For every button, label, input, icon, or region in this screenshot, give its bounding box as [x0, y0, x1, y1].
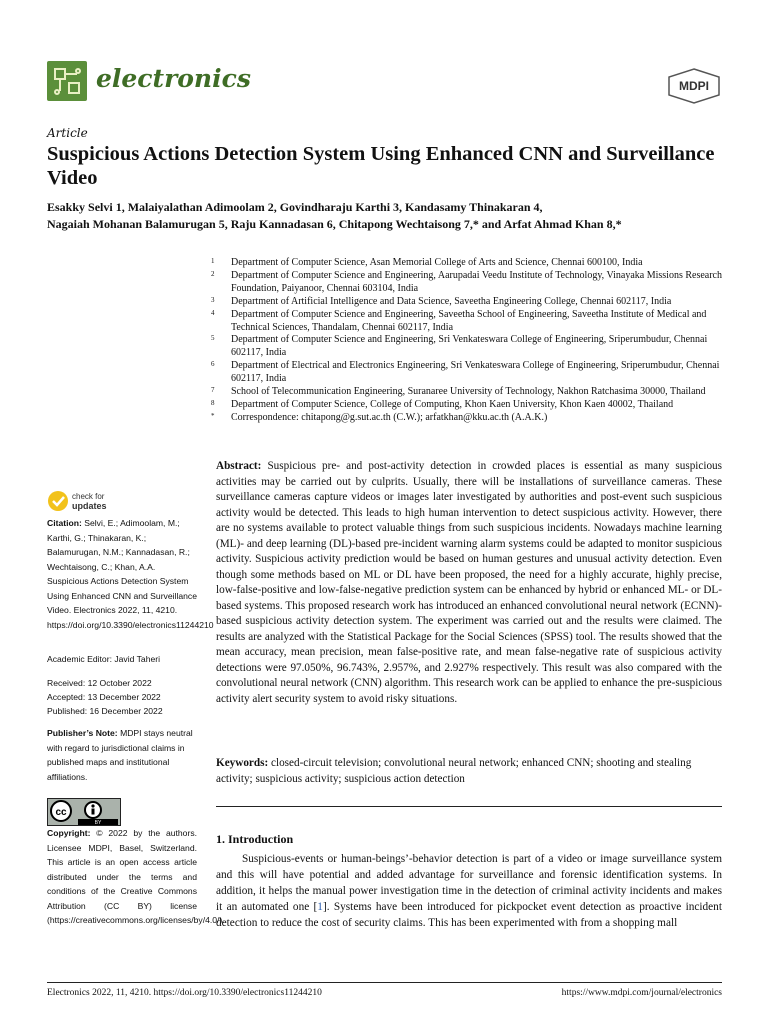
publisher-logo — [667, 68, 721, 104]
svg-text:BY: BY — [94, 820, 102, 825]
footer-citation: Electronics 2022, 11, 4210. https://doi.org/10.3390/electronics11244210 — [47, 988, 322, 998]
article-type: Article — [47, 126, 88, 140]
keywords: Keywords: closed-circuit television; convolutional neural network; enhanced CNN; shooting and stealing activity; suspicious activity; suspicious action detection — [216, 757, 692, 785]
intro-paragraph: Suspicious-events or human-beings’-behavior detection is part of a video or image surveillance system and this will have potential and added advantage for surveillance and forensic identification systems. In addition, it helps the manual power investigation time in the detection of criminal activity incidents and makes it an automated one [1]. Systems have been introduced for pickpocket event detection as proactive incident detection to reduce the cost of security claims. This has been experimented with from a shopping mall — [216, 853, 722, 929]
publishers-note: Publisher’s Note: MDPI stays neutral with regard to jurisdictional claims in published maps and institutional affiliations. — [47, 728, 193, 782]
published-date: Published: 16 December 2022 — [47, 706, 163, 716]
correspondence: * Correspondence: chitapong@g.sut.ac.th (C.W.); arfatkhan@kku.ac.th (A.A.K.) — [211, 411, 548, 423]
affiliation-item: 4 Department of Computer Science and Engineering, Saveetha School of Engineering, Saveetha Institute of Medical and Technical Sciences, Thandalam, Chennai 602117, India — [211, 308, 707, 333]
accepted-date: Accepted: 13 December 2022 — [47, 692, 161, 702]
copyright: Copyright: © 2022 by the authors. Licensee MDPI, Basel, Switzerland. This article is an open access article distributed under the terms and conditions of the Creative Commons Attribution (CC BY) license (https://creativecommons.org/licenses/by/4.0/). — [47, 828, 225, 925]
affiliation-item: 7 School of Telecommunication Engineering, Suranaree University of Technology, Nakhon Ratchasima 30000, Thailand — [211, 386, 706, 398]
affiliation-item: 2 Department of Computer Science and Engineering, Aarupadai Veedu Institute of Technology, Vinayaka Missions Research Foundation, Paiyanoor, Chennai 603104, India — [211, 269, 722, 294]
footer-divider — [47, 982, 722, 983]
svg-text:check for: check for — [72, 492, 105, 501]
publisher-name: MDPI — [679, 79, 709, 93]
authors-line-2: Nagaiah Mohanan Balamurugan 5, Raju Kannadasan 6, Chitapong Wechtaisong 7,* and Arfat Ahmad Khan 8,* — [47, 217, 622, 231]
page-title: Suspicious Actions Detection System Using Enhanced CNN and Surveillance Video — [47, 143, 715, 189]
affiliation-item: 3 Department of Artificial Intelligence and Data Science, Saveetha Engineering College, Chennai 602117, India — [211, 295, 672, 307]
citation: Citation: Selvi, E.; Adimoolam, M.; Karthi, G.; Thinakaran, K.; Balamurugan, N.M.; Kannadasan, R.; Wechtaisong, C.; Khan, A.A. Suspicious Actions Detection System Using Enhanced CNN and Surveillance Video. Electronics 2022, 11, 4210. https://doi.org/10.3390/electronics11244210 — [47, 518, 214, 630]
authors-line-1: Esakky Selvi 1, Malaiyalathan Adimoolam 2, Govindharaju Karthi 3, Kandasamy Thinakaran 4, — [47, 200, 543, 214]
svg-text:updates: updates — [72, 501, 107, 511]
divider — [216, 806, 722, 807]
affiliation-item: 8 Department of Computer Science, College of Computing, Khon Kaen University, Khon Kaen 40002, Thailand — [211, 398, 674, 410]
affiliations — [211, 257, 727, 425]
section-heading: 1. Introduction — [216, 832, 294, 846]
reference-link[interactable]: 1 — [317, 901, 323, 913]
journal-logo — [47, 61, 87, 101]
affiliation-item: 1 Department of Computer Science, Asan Memorial College of Arts and Science, Chennai 600100, India — [211, 257, 643, 268]
abstract: Abstract: Suspicious pre- and post-activity detection in crowded places is essential as many suspicious activities may be carried out by culprits. Usually, there will be installations of surveillance cameras. These surveillance cameras capture videos or images later investigated by authorities and post-event such suspicious activity would be detected. This leads to high human intervention to detect suspicious activity. However, there are no systems available to protect valuable things from such suspicious incidents. Nowadays machine learning (ML)- and deep learning (DL)-based pre-incident warning alarm systems could be adapted to monitor suspicious activity. Suspicious activity prediction would be based on human gestures and unusual activity detection. Even though some methods based on ML or DL have been proposed, the need for a highly accurate, highly precise, low-false-positive and low-false-negative prediction system can be enhanced by hybrid or enhanced ML- or DL-based systems. This proposed research work has introduced an enhanced convolutional neural network (ECNN)-based suspicious activity detection system. The experiment was carried out and the results were claimed. The results are analyzed with the Statistical Package for the Social Sciences (SPSS) tool. The results showed that the mean accuracy, mean precision, mean false-positive rate, and mean false-negative rate of suspicious activity detections were 97.050%, 96.743%, 2.957%, and 2.927% respectively. This result was also compared with the convolutional neural network (CNN) algorithm. This research work can be applied to enhance the pre-suspicious activity alert security system to avoid risky situations. — [216, 460, 723, 705]
journal-name: electronics — [96, 64, 251, 93]
footer-journal-url[interactable]: https://www.mdpi.com/journal/electronics — [561, 988, 722, 998]
affiliation-item: 5 Department of Computer Science and Engineering, Sri Venkateswara College of Engineering, Sriperumbudur, Chennai 602117, India — [211, 334, 708, 359]
affiliation-item: 6 Department of Electrical and Electronics Engineering, Sri Venkateswara College of Engineering, Sriperumbudur, Chennai 602117, India — [211, 360, 720, 385]
cc-by-license-badge[interactable] — [47, 798, 121, 826]
academic-editor: Academic Editor: Javid Taheri — [47, 654, 161, 664]
received-date: Received: 12 October 2022 — [47, 678, 152, 688]
svg-text:cc: cc — [55, 807, 67, 818]
author-list — [47, 199, 737, 233]
check-for-updates-button[interactable] — [47, 489, 127, 513]
